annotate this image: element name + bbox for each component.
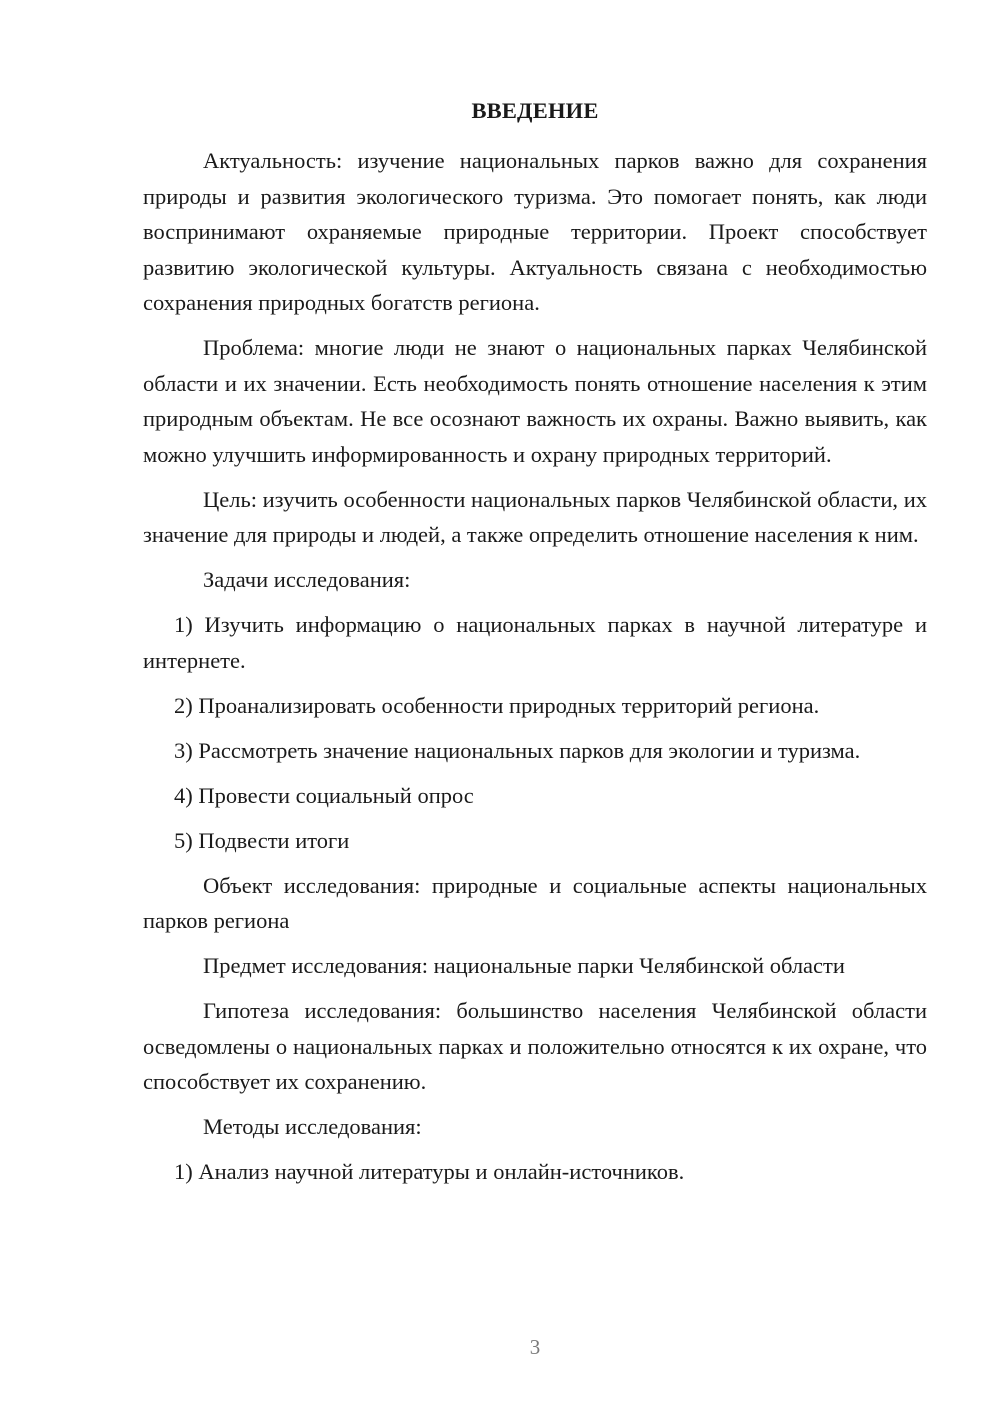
- paragraph-tasks-heading: Задачи исследования:: [203, 567, 411, 592]
- page-number: 3: [529, 1335, 541, 1359]
- paragraph-object: Объект исследования: природные и социальные аспекты национальных парков региона: [143, 872, 927, 933]
- paragraph-relevance: Актуальность: изучение национальных парков важно для сохранения природы и развития экологического туризма. Это помогает понять, как люди воспринимают охраняемые природные территории. Проект способствует развитию экологической культуры. Актуальность связана с необходимостью сохранения природных богатств региона.: [143, 148, 927, 315]
- method-item-1: 1) Анализ научной литературы и онлайн-источников.: [174, 1159, 685, 1184]
- paragraph-problem: Проблема: многие люди не знают о национальных парках Челябинской области и их значении. Есть необходимость понять отношение населения к этим природным объектам. Не все осознают важность их охраны. Важно выявить, как можно улучшить информированность и охрану природных территорий.: [143, 335, 927, 467]
- task-item-1: 1) Изучить информацию о национальных парках в научной литературе и интернете.: [143, 612, 927, 673]
- task-item-3: 3) Рассмотреть значение национальных парков для экологии и туризма.: [174, 737, 861, 763]
- paragraph-subject: Предмет исследования: национальные парки Челябинской области: [203, 953, 845, 978]
- section-title: ВВЕДЕНИЕ: [471, 98, 599, 123]
- document-body: [143, 143, 927, 1199]
- document-page: [143, 0, 927, 1414]
- task-item-2: 2) Проанализировать особенности природных территорий региона.: [174, 692, 820, 718]
- task-item-4: 4) Провести социальный опрос: [174, 782, 474, 808]
- paragraph-goal: Цель: изучить особенности национальных парков Челябинской области, их значение для природы и людей, а также определить отношение населения к ним.: [143, 486, 927, 547]
- paragraph-methods-heading: Методы исследования:: [203, 1114, 422, 1139]
- task-item-5: 5) Подвести итоги: [174, 827, 350, 853]
- paragraph-hypothesis: Гипотеза исследования: большинство населения Челябинской области осведомлены о национальных парках и положительно относятся к их охране, что способствует их сохранению.: [143, 998, 927, 1094]
